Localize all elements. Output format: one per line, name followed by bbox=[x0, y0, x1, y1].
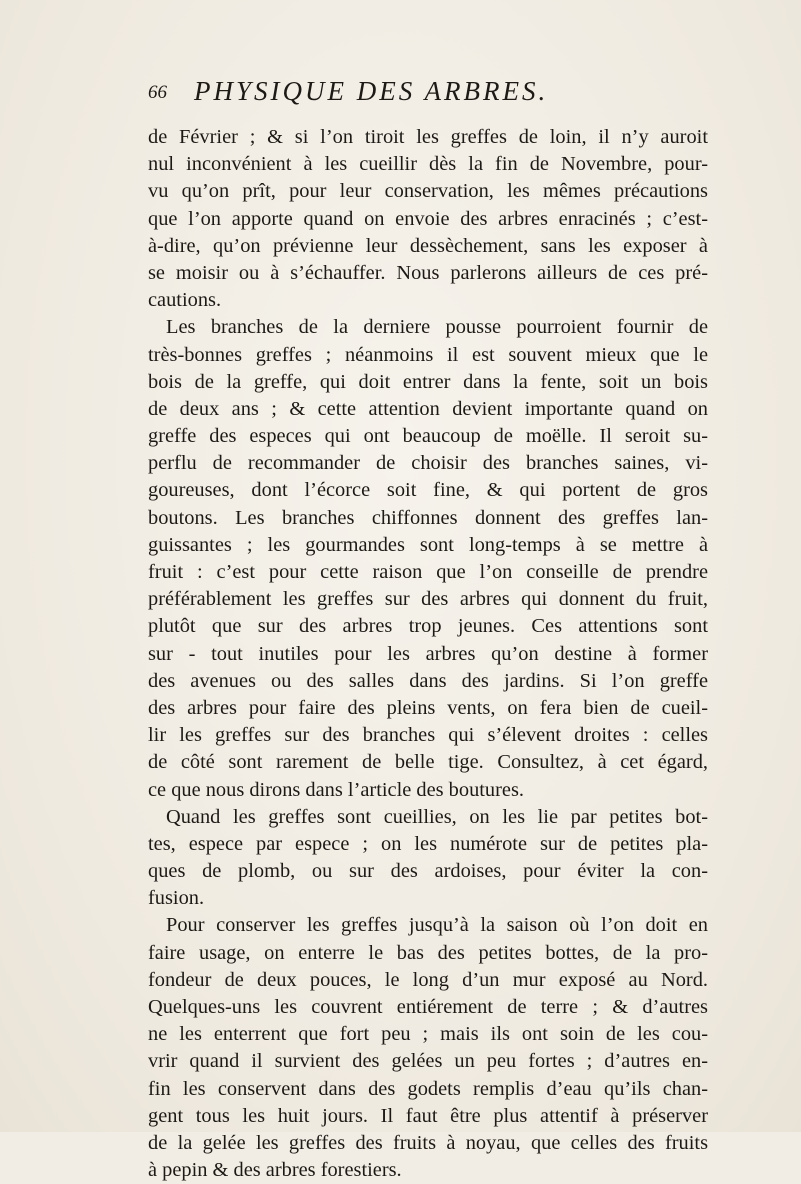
text-line: vrir quand il survient des gelées un peu fortes ; d’autres en- bbox=[148, 1050, 708, 1073]
text-line: gent tous les huit jours. Il faut être plus attentif à préserver bbox=[148, 1104, 708, 1127]
text-line: lir les greffes sur des branches qui s’élevent droites : celles bbox=[148, 724, 708, 747]
text-line: très-bonnes greffes ; néanmoins il est souvent mieux que le bbox=[148, 343, 708, 366]
text-line: Quand les greffes sont cueillies, on les lie par petites bot- bbox=[166, 805, 708, 828]
text-line: perflu de recommander de choisir des branches saines, vi- bbox=[148, 452, 708, 475]
text-line: se moisir ou à s’échauffer. Nous parlerons ailleurs de ces pré- bbox=[148, 261, 708, 284]
text-line: de côté sont rarement de belle tige. Consultez, à cet égard, bbox=[148, 751, 708, 774]
text-line: greffe des especes qui ont beaucoup de moëlle. Il seroit su- bbox=[148, 425, 708, 448]
text-line: Quelques-uns les couvrent entiérement de terre ; & d’autres bbox=[148, 996, 708, 1018]
text-line: à-dire, qu’on prévienne leur dessèchement, sans les exposer à bbox=[148, 234, 708, 257]
text-line: bois de la greffe, qui doit entrer dans la fente, soit un bois bbox=[148, 370, 708, 393]
text-line: à pepin & des arbres forestiers. bbox=[148, 1159, 402, 1182]
text-line: fondeur de deux pouces, le long d’un mur exposé au Nord. bbox=[148, 968, 708, 991]
text-line: guissantes ; les gourmandes sont long-temps à se mettre à bbox=[148, 533, 708, 556]
text-line: sur - tout inutiles pour les arbres qu’on destine à former bbox=[148, 642, 708, 665]
text-line: fin les conservent dans des godets remplis d’eau qu’ils chan- bbox=[148, 1077, 708, 1100]
text-line: vu qu’on prît, pour leur conservation, les mêmes précautions bbox=[148, 180, 708, 203]
text-line: fusion. bbox=[148, 887, 205, 910]
text-line: des avenues ou des salles dans des jardins. Si l’on greffe bbox=[148, 669, 708, 692]
text-line: ne les enterrent que fort peu ; mais ils ont soin de les cou- bbox=[148, 1023, 708, 1046]
page-header bbox=[148, 76, 708, 112]
text-line: ce que nous dirons dans l’article des boutures. bbox=[148, 778, 524, 801]
text-line: fruit : c’est pour cette raison que l’on conseille de prendre bbox=[148, 561, 708, 583]
body-text bbox=[148, 124, 708, 1184]
text-line: boutons. Les branches chiffonnes donnent des greffes lan- bbox=[148, 506, 708, 529]
text-line: cautions. bbox=[148, 289, 222, 312]
text-line: préférablement les greffes sur des arbres qui donnent du fruit, bbox=[148, 588, 708, 611]
text-line: goureuses, dont l’écorce soit fine, & qui portent de gros bbox=[148, 479, 708, 502]
text-line: de Février ; & si l’on tiroit les greffes de loin, il n’y auroit bbox=[148, 126, 708, 148]
text-line: Pour conserver les greffes jusqu’à la saison où l’on doit en bbox=[166, 914, 708, 937]
text-line: tes, espece par espece ; on les numérote sur de petites pla- bbox=[148, 832, 708, 855]
text-line: Les branches de la derniere pousse pourroient fournir de bbox=[166, 316, 708, 339]
text-line: des arbres pour faire des pleins vents, on fera bien de cueil- bbox=[148, 696, 708, 719]
text-line: de deux ans ; & cette attention devient importante quand on bbox=[148, 397, 708, 420]
text-line: ques de plomb, ou sur des ardoises, pour éviter la con- bbox=[148, 860, 708, 883]
text-line: nul inconvénient à les cueillir dès la fin de Novembre, pour- bbox=[148, 153, 708, 176]
running-head: PHYSIQUE DES ARBRES. bbox=[194, 76, 549, 106]
text-line: faire usage, on enterre le bas des petites bottes, de la pro- bbox=[148, 941, 708, 964]
text-line: que l’on apporte quand on envoie des arbres enracinés ; c’est- bbox=[148, 207, 708, 230]
text-line: plutôt que sur des arbres trop jeunes. Ces attentions sont bbox=[148, 615, 708, 638]
text-line: de la gelée les greffes des fruits à noyau, que celles des fruits bbox=[148, 1131, 708, 1154]
page-number: 66 bbox=[148, 82, 167, 103]
